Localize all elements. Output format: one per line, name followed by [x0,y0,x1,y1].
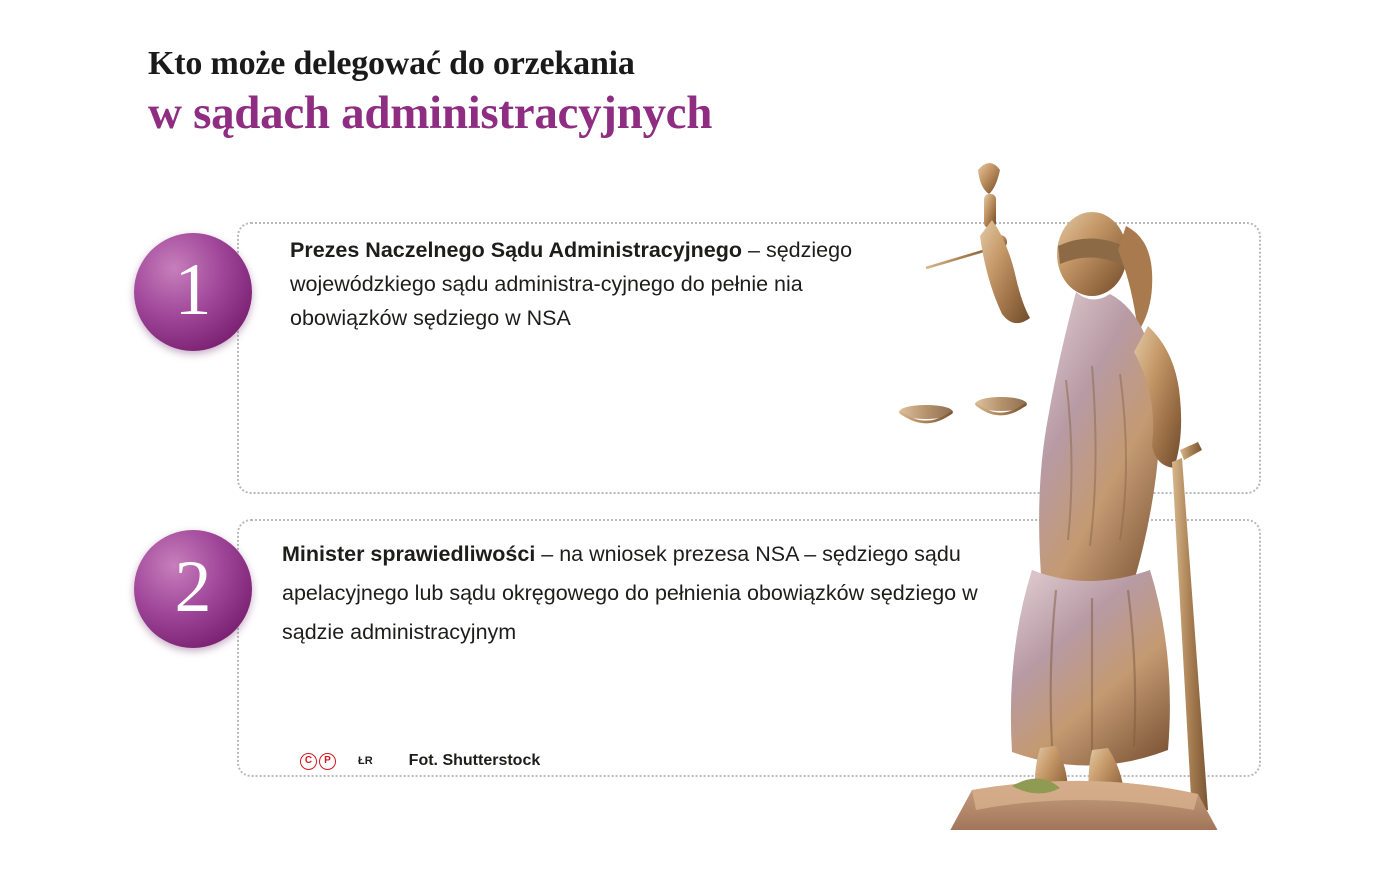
item-lead-2: Minister sprawiedliwości [282,542,536,566]
item-body-2: – na wniosek prezesa NSA – sędziego sądu apelacyjnego lub sądu okręgowego do pełnienia obowiązków sędziego w sądzie administracyjnym [282,542,978,644]
item-number-1: 1 [174,249,212,331]
copyright-mark [300,753,336,770]
photo-credit: Fot. Shutterstock [408,752,541,769]
author-initials: ŁR [358,755,373,767]
item-number-badge-2 [134,530,252,648]
item-lead-1: Prezes Naczelnego Sądu Administracyjnego [290,238,743,262]
title-line-2: w sądach administracyjnych [148,87,713,139]
footer [300,752,540,770]
item-body-1: – sędziego wojewódzkiego sądu administra-cyjnego do pełnie nia obowiązków sędziego w NSA [290,238,853,330]
item-text-2 [282,535,1012,652]
copyright-c-icon: C [300,753,317,770]
copyright-p-icon: P [319,753,336,770]
item-text-1 [290,233,890,335]
title-line-1: Kto może delegować do orzekania [148,45,635,82]
page-title [148,44,1048,140]
item-number-badge-1 [134,233,252,351]
item-number-2: 2 [174,546,212,628]
